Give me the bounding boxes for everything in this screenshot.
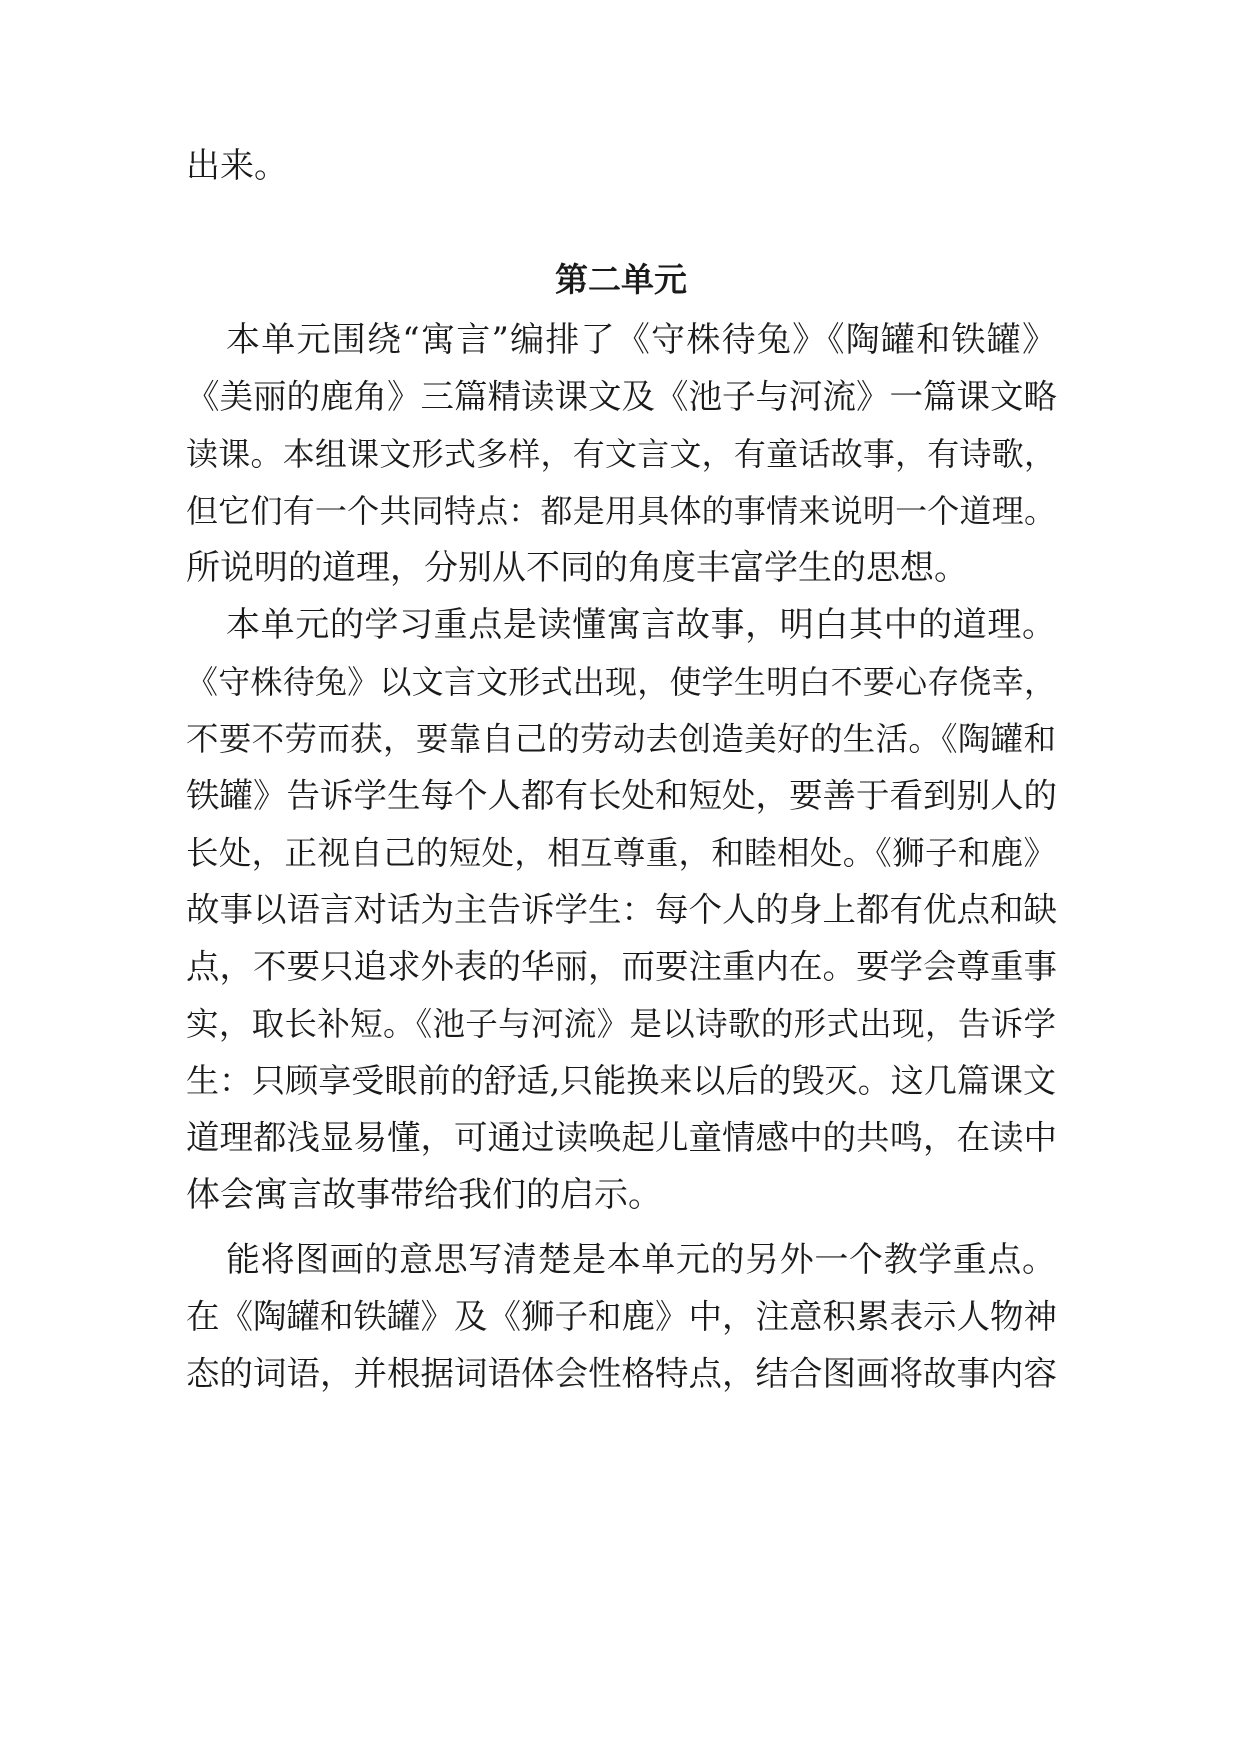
paragraph-line: 道理都浅显易懂，可通过读唤起儿童情感中的共鸣，在读中 bbox=[186, 1118, 1057, 1157]
paragraph-line: 不要不劳而获，要靠自己的劳动去创造美好的生活。《陶罐和 bbox=[186, 720, 1056, 758]
paragraph-line: 本单元的学习重点是读懂寓言故事，明白其中的道理。 bbox=[226, 605, 1056, 645]
paragraph-line: 点，不要只追求外表的华丽，而要注重内在。要学会尊重事 bbox=[186, 947, 1057, 986]
paragraph-line: 读课。本组课文形式多样，有文言文，有童话故事，有诗歌， bbox=[186, 435, 1056, 473]
paragraph-line: 长处，正视自己的短处，相互尊重，和睦相处。《狮子和鹿》 bbox=[186, 834, 1056, 872]
paragraph-line: 《守株待兔》以文言文形式出现，使学生明白不要心存侥幸， bbox=[186, 663, 1056, 701]
paragraph-line: 能将图画的意思写清楚是本单元的另外一个教学重点。 bbox=[226, 1240, 1056, 1280]
paragraph-line: 实，取长补短。《池子与河流》是以诗歌的形式出现，告诉学 bbox=[186, 1005, 1056, 1043]
paragraph-line: 体会寓言故事带给我们的启示。 bbox=[186, 1175, 662, 1215]
section-title: 第二单元 bbox=[555, 260, 687, 299]
paragraph-line: 铁罐》告诉学生每个人都有长处和短处，要善于看到别人的 bbox=[186, 776, 1057, 815]
paragraph-line: 在《陶罐和铁罐》及《狮子和鹿》中，注意积累表示人物神 bbox=[186, 1297, 1057, 1336]
paragraph-line: 但它们有一个共同特点：都是用具体的事情来说明一个道理。 bbox=[186, 492, 1056, 530]
paragraph-line: 故事以语言对话为主告诉学生：每个人的身上都有优点和缺 bbox=[186, 890, 1057, 929]
paragraph-line: 所说明的道理，分别从不同的角度丰富学生的思想。 bbox=[186, 548, 968, 588]
paragraph-line: 《美丽的鹿角》三篇精读课文及《池子与河流》一篇课文略 bbox=[186, 377, 1057, 416]
paragraph-line: 生：只顾享受眼前的舒适,只能换来以后的毁灭。这几篇课文 bbox=[186, 1061, 1056, 1100]
paragraph-line: 本单元围绕“寓言”编排了《守株待兔》《陶罐和铁罐》 bbox=[226, 320, 1056, 360]
paragraph-line: 态的词语，并根据词语体会性格特点，结合图画将故事内容 bbox=[186, 1354, 1057, 1393]
continuation-text: 出来。 bbox=[186, 146, 288, 186]
